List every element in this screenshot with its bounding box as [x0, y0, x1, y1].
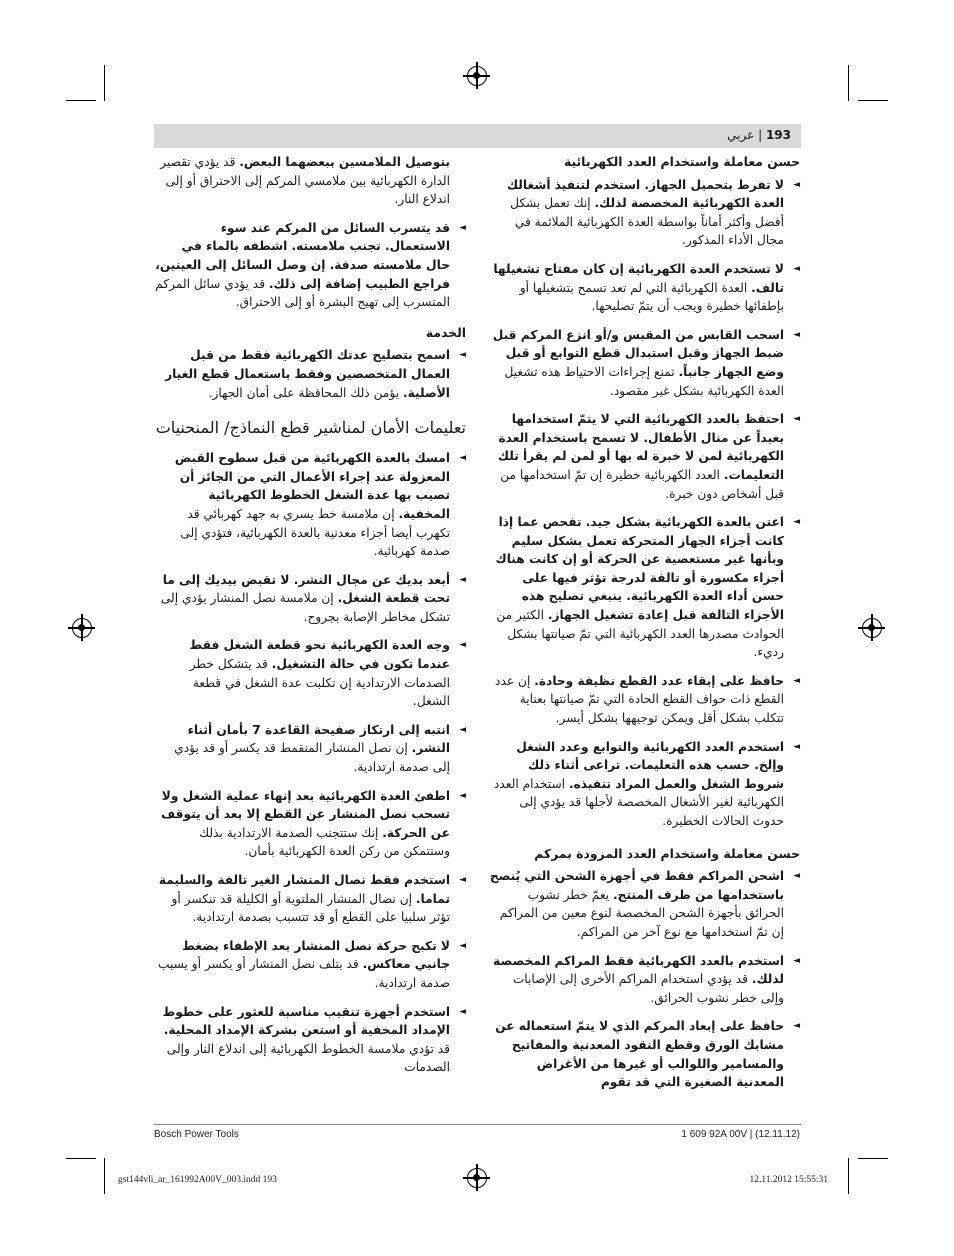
instruction-bold: وجه العدة الكهربائية نحو قطعة الشغل فقط عندما تكون في حالة التشغيل. — [189, 638, 450, 672]
footer-divider — [154, 1124, 801, 1125]
instruction-text: قد يتشكل خطر الصدمات الارتدادية إن تكلبت عدة الشغل في قطعة الشغل. — [189, 657, 450, 709]
instruction-item — [154, 721, 466, 777]
language-label: عربي — [727, 128, 755, 142]
instruction-bold: استخدم فقط نصال المنشار الغير تالفة والسليمة تماما. — [158, 873, 450, 906]
crop-mark — [66, 1158, 96, 1159]
instruction-item — [487, 952, 800, 1008]
crop-mark — [66, 100, 96, 101]
instruction-text: قد يؤدي تقصير الدارة الكهربائية بين ملامسي المركم إلى الاحتراق أو إلى اندلاع النار. — [160, 155, 450, 207]
instruction-bold: اسحب القابس من المقبس و/أو انزع المركم قبل ضبط الجهاز وقبل استبدال قطع التوابع أو قبل وضع الجهاز جانباً. — [492, 327, 784, 379]
instruction-text: قد تؤدي ملامسة الخطوط الكهربائية إلى اندلاع النار وإلى الصدمات — [166, 1041, 450, 1075]
crop-mark — [858, 100, 888, 101]
crop-mark — [848, 65, 849, 101]
instruction-bold: أبعد يديك عن مجال النشر. لا تقبض بيديك إلى ما تحت قطعة الشغل. — [162, 572, 450, 606]
instruction-bold: حافظ على إبعاد المركم الذي لا يتمّ استعماله عن مشابك الورق وقطع النقود المعدنية والمفاتيح والمسامير واللوالب أو غيرها من الأغراض المعدنية الصغيرة التي قد تقوم — [495, 1019, 784, 1090]
crop-mark — [848, 1158, 849, 1194]
page-number: 193 — [765, 128, 791, 142]
instruction-bold: بتوصيل الملامسين ببعضهما البعض. — [239, 155, 450, 169]
instruction-text: إن نصل المنشار المنقمط قد يكسر أو قد يؤدي إلى صدمة ارتدادية. — [174, 741, 450, 775]
registration-mark-icon — [467, 66, 487, 86]
instruction-list — [154, 449, 466, 1077]
registration-mark-icon — [862, 618, 882, 638]
footer-code: 1 609 92A 00V | (12.11.12) — [681, 1129, 800, 1140]
section-title: حسن معاملة واستخدام العدد الكهربائية — [563, 154, 800, 169]
instruction-item — [154, 153, 466, 209]
instruction-item — [154, 1003, 466, 1077]
instruction-item — [487, 738, 800, 831]
instruction-bold: اعتن بالعدة الكهربائية بشكل جيد. تفحص عما إذا كانت أجزاء الجهاز المتحركة تعمل بشكل سليم وبأنها غير مستعصية عن الحركة أو إن كانت هناك أجزاء مكسورة أو تالفة لدرجة تؤثر فيها على حسن أداء العدة الكهربائية. ينبغي تصليح هذه الأجزاء التالفة قبل إعادة تشغيل الجهاز. — [495, 515, 784, 623]
slug-datetime: 12.11.2012 15:55:31 — [749, 1175, 828, 1185]
registration-mark-icon — [72, 618, 92, 638]
instruction-text: إنك تعمل بشكل أفضل وأكثر أماناً بواسطة العدة الكهربائية الملائمة في مجال الأداء المذكور. — [510, 196, 784, 248]
crop-mark — [104, 1158, 105, 1194]
instruction-bold: لا تكبح حركة نصل المنشار بعد الإطفاء بضغط جانبي معاكس. — [182, 938, 450, 972]
instruction-text: إن ملامسة نصل المنشار يؤدي إلى تشكل مخاطر الإصابة بجروح. — [160, 591, 450, 624]
section-title: الخدمة — [425, 324, 466, 340]
instruction-item — [487, 867, 800, 941]
instruction-bold: اشحن المراكم فقط في أجهزة الشحن التي يُنصح باستخدامها من طرف المنتج. — [489, 869, 784, 902]
instruction-bold: حافظ على إبقاء عدد القطع نظيفة وحادة. — [534, 673, 784, 688]
instruction-text: استخدام العدد الكهربائية لغير الأشغال المخصصة لأجلها قد يؤدي إلى حدوث الحالات الخطيرة. — [493, 776, 784, 828]
instruction-bold: احتفظ بالعدد الكهربائية التي لا يتمّ استخدامها بعيداً عن منال الأطفال. لا تسمح باستخدام العدة الكهربائية لمن لا خبرة له بها أو لمن لم يقرأ تلك التعليمات. — [497, 412, 784, 482]
instruction-text: إن نصال المنشار الملتوية أو الكليلة قد تنكسر أو تؤثر سلبيا على القطع أو قد تتسبب بصدمة ارتدادية. — [171, 891, 450, 925]
instruction-item — [487, 513, 800, 662]
instruction-list — [487, 176, 800, 831]
instruction-text: إنك ستتجنب الصدمة الارتدادية بذلك وستتمكن من ركن العدة الكهربائية بأمان. — [199, 825, 450, 859]
instruction-item — [154, 937, 466, 993]
header-separator: | — [754, 128, 763, 142]
instruction-text: قد يؤدي سائل المركم المتسرب إلى تهيج البشرة أو إلى الاحتراق. — [155, 276, 450, 310]
page-number-label — [727, 128, 791, 142]
instruction-item — [154, 346, 466, 402]
right-column — [487, 153, 800, 1102]
instruction-item — [154, 219, 466, 312]
left-column — [154, 153, 466, 1087]
instruction-item — [487, 1017, 800, 1091]
instruction-text: العدد الكهربائية خطيرة إن تمّ استخدامها من قبل أشخاص دون خبرة. — [500, 467, 784, 501]
instruction-item — [154, 571, 466, 627]
instruction-item — [154, 787, 466, 861]
footer-brand: Bosch Power Tools — [154, 1129, 239, 1140]
page-header — [154, 124, 801, 148]
instruction-bold: اطفئ العدة الكهربائية بعد إنهاء عملية الشغل ولا تسحب نصل المنشار عن القطع إلا بعد أن يتوقف عن الحركة. — [161, 788, 450, 840]
instruction-text: يعمّ خطر نشوب الحرائق بأجهزة الشحن المخصصة لنوع معين من المراكم إن تمّ استخدامها مع نوع آخر من المراكم. — [499, 887, 784, 939]
slug-file: gst144vli_ar_161992A00V_003.indd 193 — [118, 1175, 277, 1185]
instruction-bold: امسك بالعدة الكهربائية من قبل سطوح القبض المعزولة عند إجراء الأعمال التي من الجائز أن تصيب بها عدة الشغل الخطوط الكهربائية المخفية. — [174, 451, 450, 521]
instruction-item — [487, 260, 800, 316]
instruction-text: إن ملامسة خط يسري به جهد كهربائي قد تكهرب أيضا أجزاء معدنية بالعدة الكهربائية، فتؤدي إلى صدمة كهربائية. — [180, 506, 450, 559]
instruction-item — [487, 326, 800, 400]
section-heading: تعليمات الأمان لمناشير قطع النماذج/ المنحنيات — [155, 418, 466, 438]
instruction-text: العدة الكهربائية التي لم تعد تسمح بتشغيلها أو بإطفائها خطيرة ويجب أن يتمّ تصليحها. — [519, 280, 784, 314]
instruction-bold: استخدم العدد الكهربائية والتوابع وعدد الشغل وإلخ. حسب هذه التعليمات. تراعى أثناء ذلك شروط الشغل والعمل المراد تنفيذه. — [516, 739, 784, 791]
instruction-text: قد يؤدي استخدام المراكم الأخرى إلى الإصابات وإلى خطر نشوب الحرائق. — [512, 972, 784, 1005]
section-title: حسن معاملة واستخدام العدد المزودة بمركم — [534, 845, 800, 861]
instruction-item — [487, 176, 800, 250]
registration-mark-icon — [467, 1168, 487, 1188]
instruction-bold: لا تستخدم العدة الكهربائية إن كان مفتاح تشغيلها تالف. — [493, 261, 784, 295]
instruction-bold: لا تفرط بتحميل الجهاز. استخدم لتنفيذ أشغالك العدة الكهربائية المخصصة لذلك. — [506, 177, 784, 211]
instruction-text: يؤمن ذلك المحافظة على أمان الجهاز. — [208, 385, 403, 400]
crop-mark — [104, 65, 105, 101]
instruction-item — [154, 636, 466, 710]
instruction-bold: انتبه إلى ارتكاز صفيحة القاعدة 7 بأمان أثناء النشر. — [187, 722, 450, 756]
instruction-text: الكثير من الحوادث مصدرها العدد الكهربائية التي تمّ صيانتها بشكل رديء. — [496, 608, 784, 660]
instruction-bold: استخدم أجهزة تنقيب مناسبة للعثور على خطوط الإمداد المخفية أو استعن بشركة الإمداد المحلية. — [162, 1004, 450, 1038]
crop-mark — [858, 1158, 888, 1159]
instruction-bold: قد يتسرب السائل من المركم عند سوء الاستعمال. تجنب ملامسته. اشطفه بالماء في حال ملامسته صدفة. إن وصل السائل إلى العينين، فراجع الطبيب إضافة إلى ذلك. — [155, 220, 450, 291]
instruction-bold: استخدم بالعدد الكهربائية فقط المراكم المخصصة لذلك. — [493, 953, 784, 987]
instruction-item — [154, 871, 466, 927]
instruction-list — [154, 346, 466, 402]
instruction-item — [154, 449, 466, 561]
instruction-bold: اسمح بتصليح عدتك الكهربائية فقط من قبل العمال المتخصصين وفقط باستعمال قطع الغيار الأصلية. — [165, 348, 450, 400]
instruction-item — [487, 672, 800, 728]
instruction-text: تمنع إجراءات الاحتياط هذه تشغيل العدة الكهربائية بشكل غير مقصود. — [504, 364, 784, 398]
instruction-text: إن عدد القطع ذات حواف القطع الحادة التي تمّ صيانتها بعناية تتكلب بشكل أقل ويمكن توجيهها بشكل أيسر. — [495, 673, 784, 726]
instruction-text: قد يتلف نصل المنشار أو يكسر أو يسبب صدمة ارتدادية. — [157, 957, 450, 990]
instruction-list — [154, 219, 466, 312]
instruction-item — [487, 410, 800, 503]
instruction-list — [487, 867, 800, 1092]
